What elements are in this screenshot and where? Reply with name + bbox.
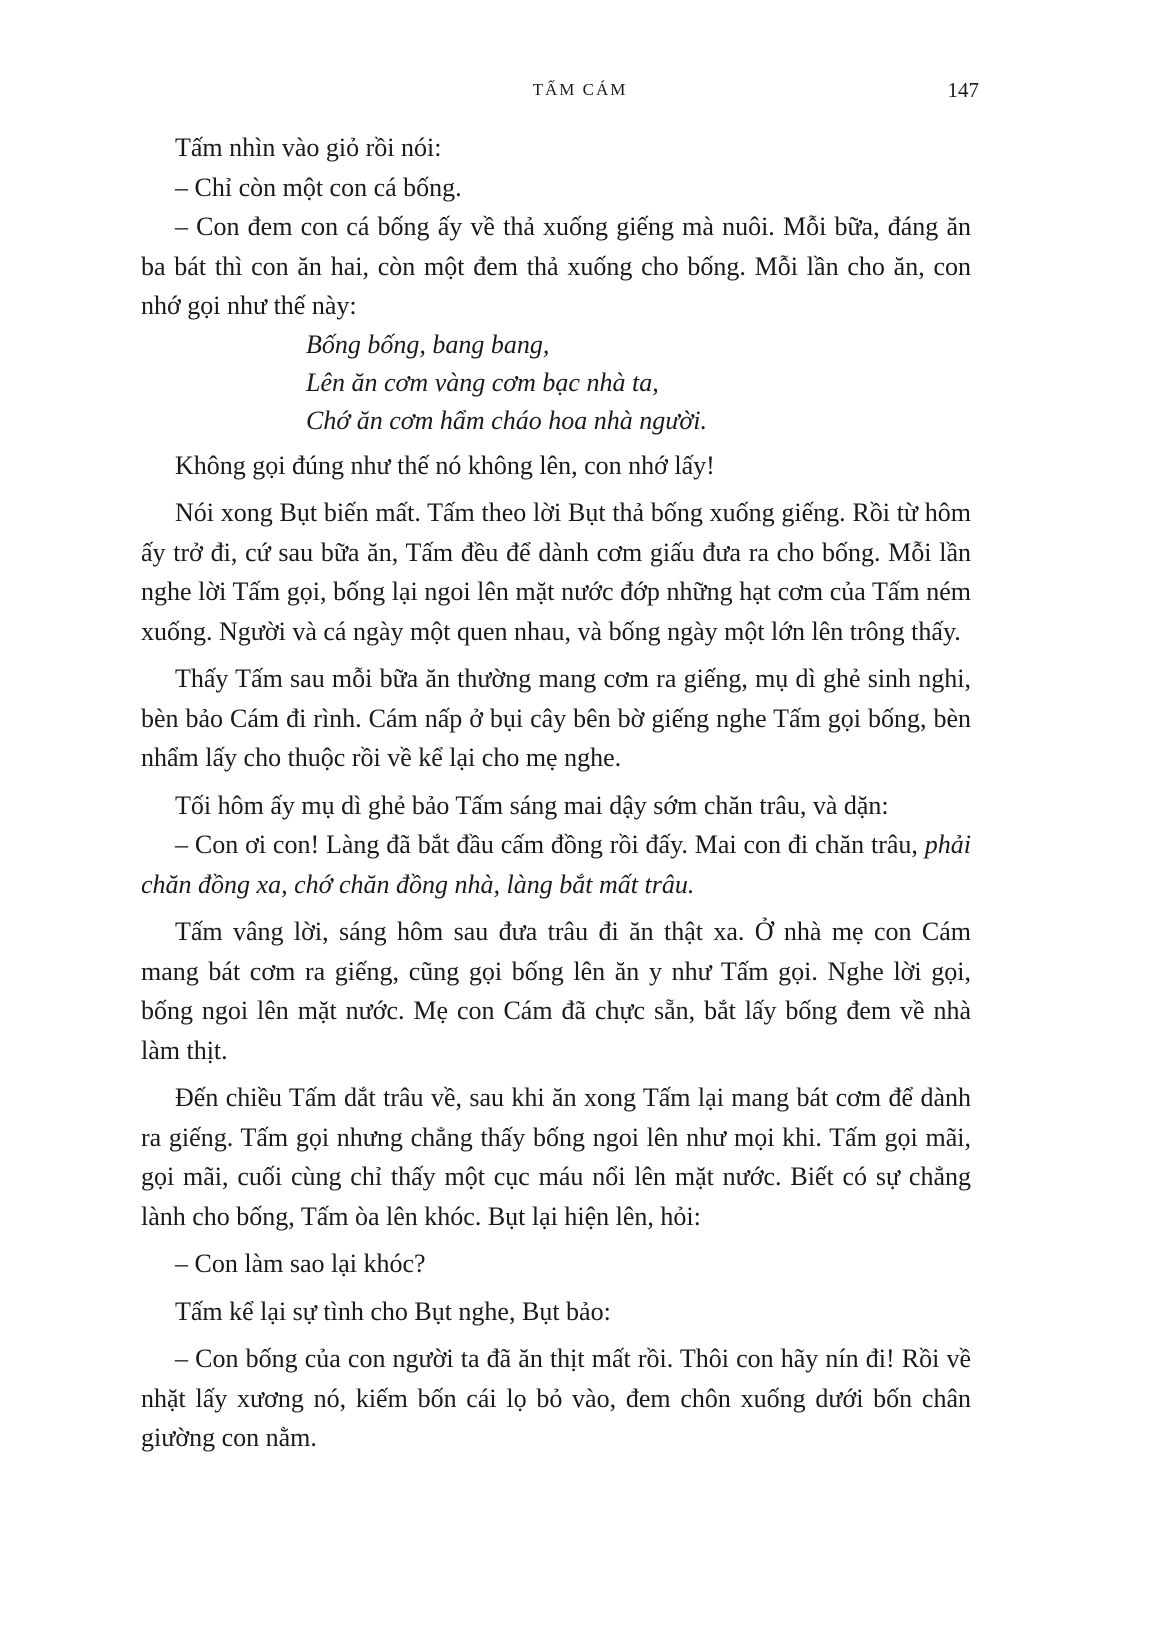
- dialogue-line: – Con làm sao lại khóc?: [175, 1249, 426, 1278]
- italic-quote: phải chăn đồng xa, chớ chăn đồng nhà, làng bắt mất trâu.: [141, 830, 971, 899]
- verse-block: [306, 326, 971, 440]
- paragraph: Thấy Tấm sau mỗi bữa ăn thường mang cơm ra giếng, mụ dì ghẻ sinh nghi, bèn bảo Cám đi rình. Cám nấp ở bụi cây bên bờ giếng nghe Tấm gọi bống, bèn nhẩm lấy cho thuộc rồi về kể lại cho mẹ nghe.: [141, 664, 971, 772]
- dialogue-line: – Con đem con cá bống ấy về thả xuống giếng mà nuôi. Mỗi bữa, đáng ăn ba bát thì con ăn hai, còn một đem thả xuống cho bống. Mỗi lần cho ăn, con nhớ gọi như thế này:: [141, 212, 971, 320]
- paragraph: Tấm nhìn vào giỏ rồi nói:: [175, 133, 442, 162]
- dialogue-line: – Con bống của con người ta đã ăn thịt mất rồi. Thôi con hãy nín đi! Rồi về nhặt lấy xương nó, kiếm bốn cái lọ bỏ vào, đem chôn xuống dưới bốn chân giường con nằm.: [141, 1344, 971, 1452]
- paragraph: Đến chiều Tấm dắt trâu về, sau khi ăn xong Tấm lại mang bát cơm để dành ra giếng. Tấm gọi nhưng chẳng thấy bống ngoi lên như mọi khi. Tấm gọi mãi, gọi mãi, cuối cùng chỉ thấy một cục máu nổi lên mặt nước. Biết có sự chẳng lành cho bống, Tấm òa lên khóc. Bụt lại hiện lên, hỏi:: [141, 1083, 971, 1231]
- paragraph: Tấm kể lại sự tình cho Bụt nghe, Bụt bảo:: [175, 1296, 611, 1326]
- verse-line: Chớ ăn cơm hẩm cháo hoa nhà người.: [306, 405, 708, 435]
- text-body: [141, 128, 971, 1466]
- paragraph: Tấm vâng lời, sáng hôm sau đưa trâu đi ăn thật xa. Ở nhà mẹ con Cám mang bát cơm ra giếng, cũng gọi bống lên ăn y như Tấm gọi. Nghe lời gọi, bống ngoi lên mặt nước. Mẹ con Cám đã chực sẵn, bắt lấy bống đem về nhà làm thịt.: [141, 917, 971, 1065]
- dialogue-line: [141, 825, 971, 904]
- dialogue-line: – Chỉ còn một con cá bống.: [175, 172, 462, 202]
- paragraph: Không gọi đúng như thế nó không lên, con nhớ lấy!: [175, 450, 715, 480]
- page-number: 147: [947, 78, 979, 102]
- dialogue-text: – Con ơi con! Làng đã bắt đầu cấm đồng rồi đấy. Mai con đi chăn trâu,: [175, 830, 925, 859]
- verse-line: Lên ăn cơm vàng cơm bạc nhà ta,: [306, 367, 659, 397]
- paragraph: Tối hôm ấy mụ dì ghẻ bảo Tấm sáng mai dậy sớm chăn trâu, và dặn:: [175, 790, 889, 820]
- paragraph: Nói xong Bụt biến mất. Tấm theo lời Bụt thả bống xuống giếng. Rồi từ hôm ấy trở đi, cứ sau bữa ăn, Tấm đều để dành cơm giấu đưa ra cho bống. Mỗi lần nghe lời Tấm gọi, bống lại ngoi lên mặt nước đớp những hạt cơm của Tấm ném xuống. Người và cá ngày một quen nhau, và bống ngày một lớn lên trông thấy.: [141, 498, 971, 646]
- running-title: TẤM CÁM: [532, 80, 628, 99]
- running-header: [0, 80, 1159, 110]
- verse-line: Bống bống, bang bang,: [306, 329, 550, 359]
